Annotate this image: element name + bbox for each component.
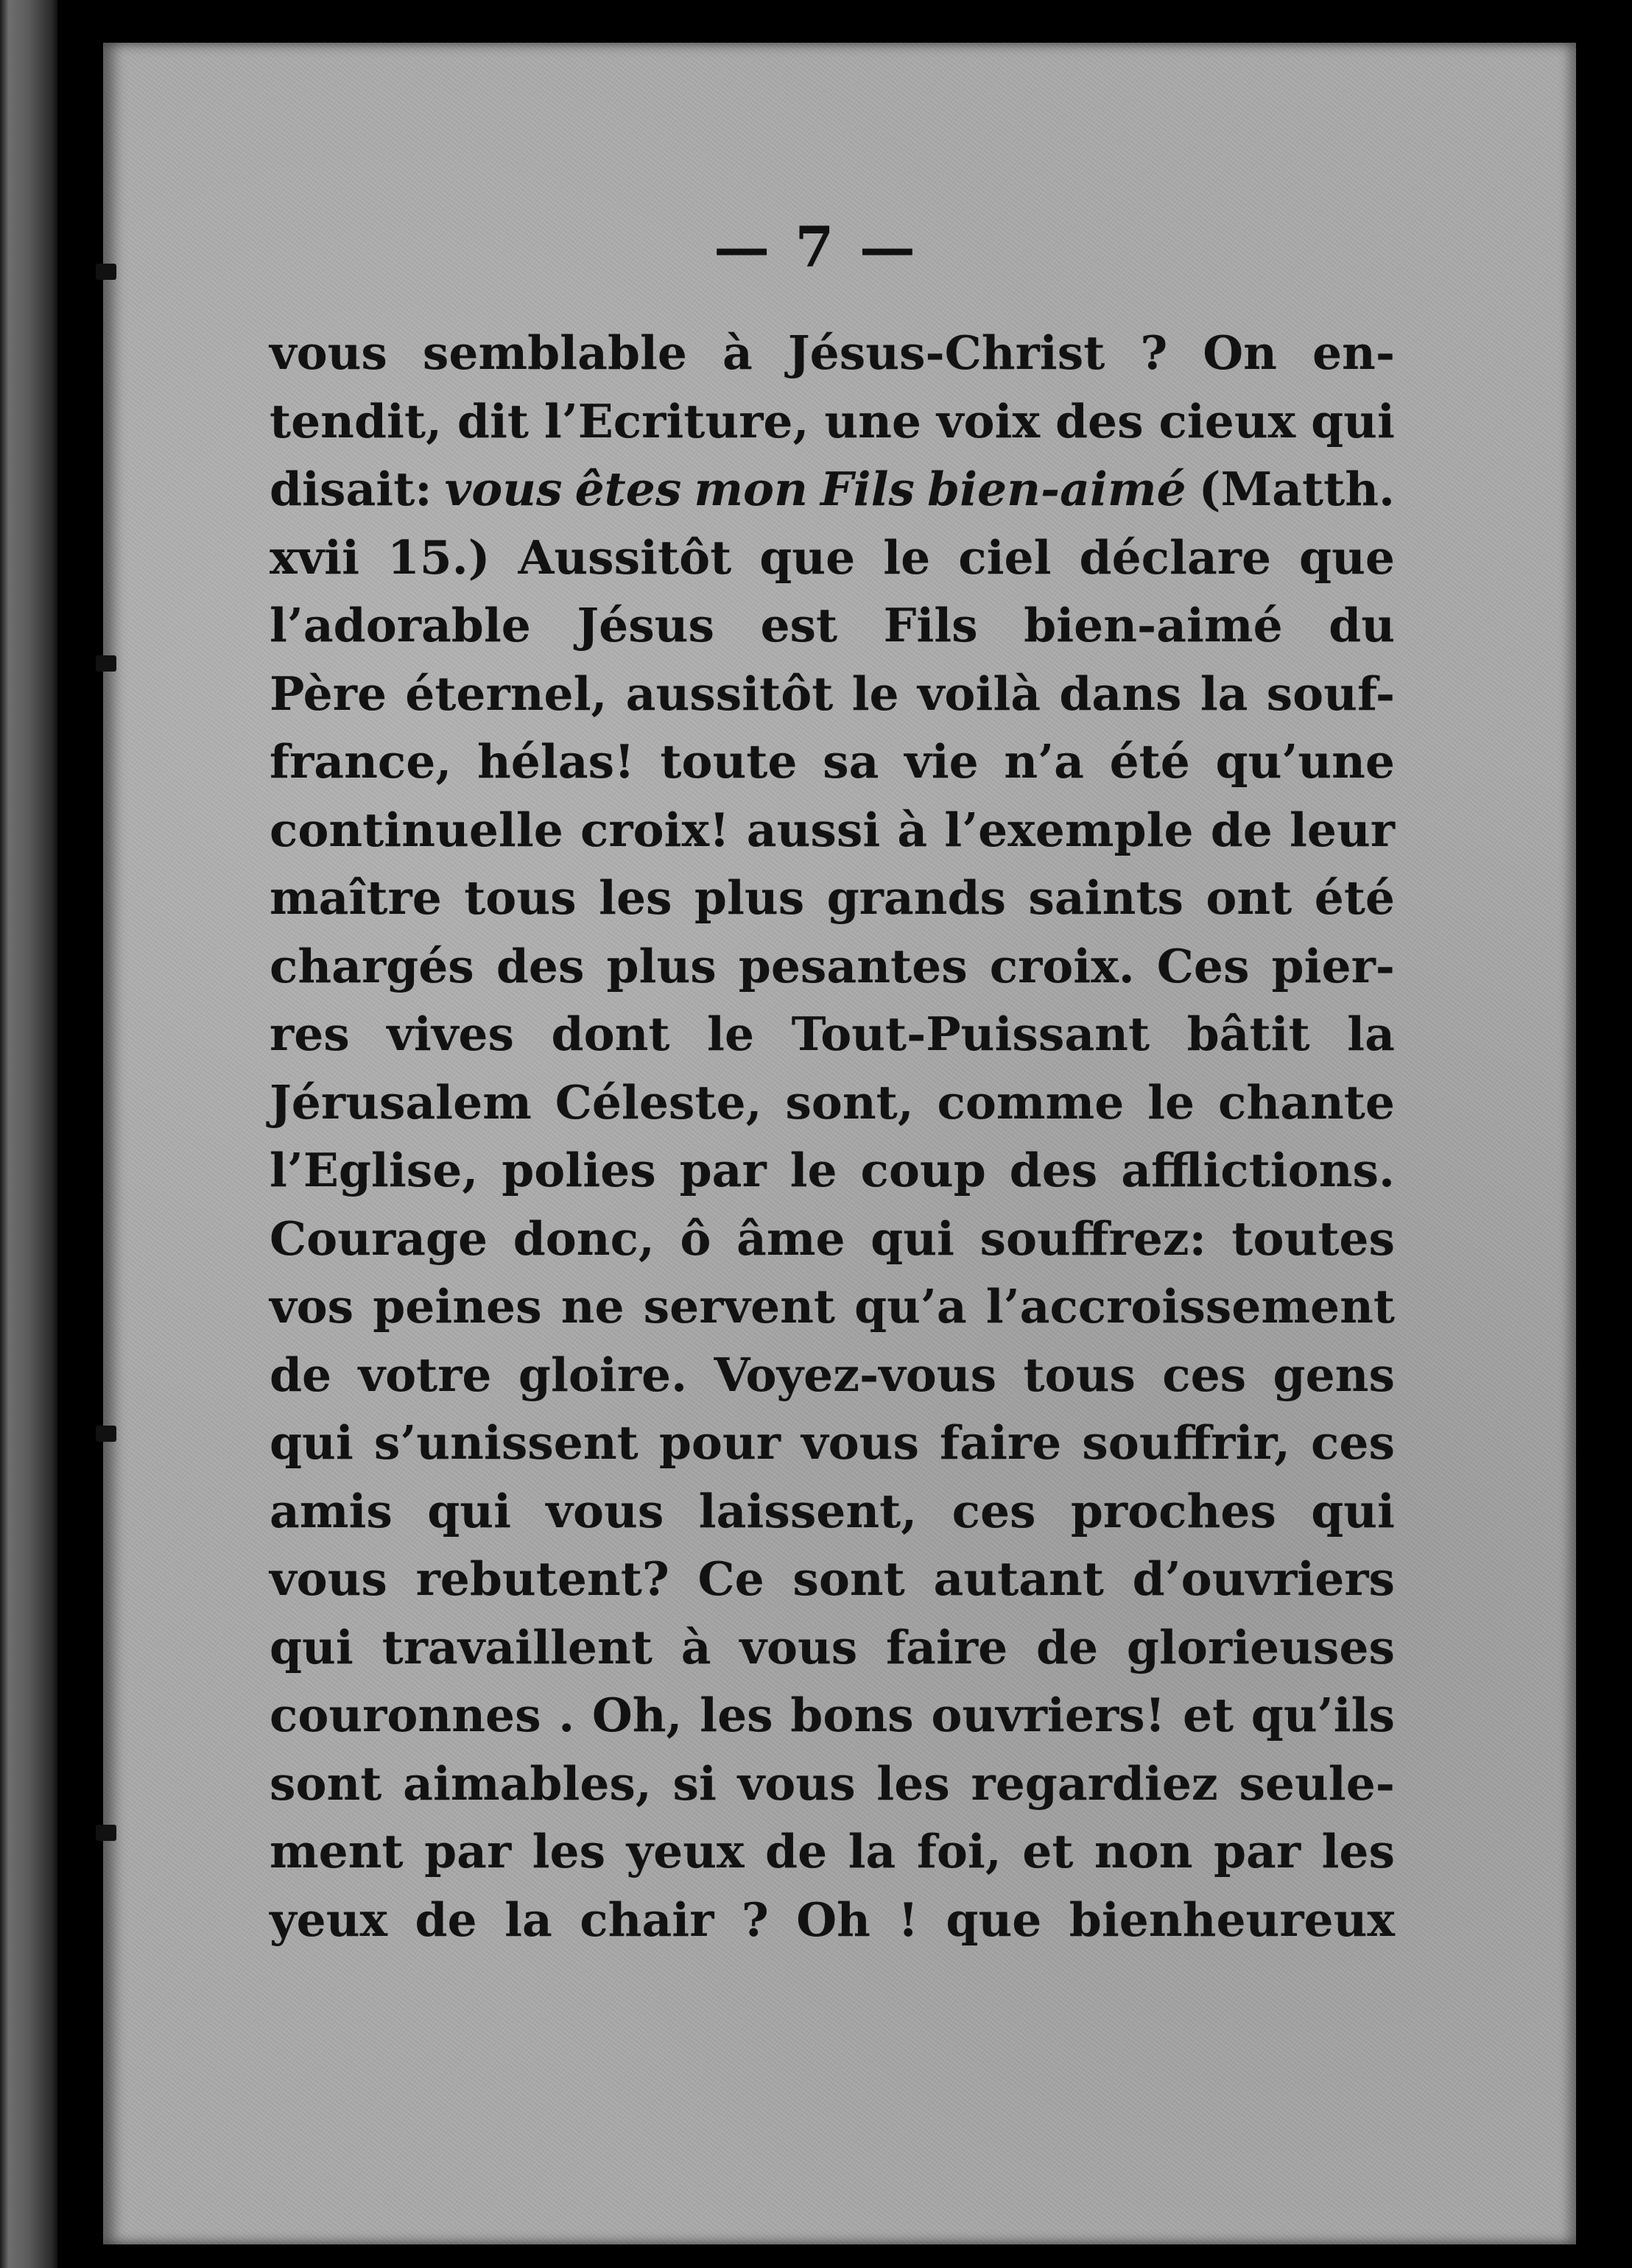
word: dont xyxy=(551,1007,670,1061)
word: Jésus xyxy=(577,598,714,652)
word: travaillent xyxy=(381,1619,653,1674)
word: non xyxy=(1094,1824,1193,1878)
word: le xyxy=(851,666,899,721)
word: croix! xyxy=(580,802,730,857)
word: hélas! xyxy=(476,734,635,789)
word: d’ouvriers xyxy=(1132,1552,1395,1606)
word: en- xyxy=(1312,325,1395,380)
word: que xyxy=(946,1892,1042,1947)
word: vous xyxy=(270,1552,387,1606)
word: de xyxy=(1210,802,1273,857)
word: chante xyxy=(1217,1074,1395,1130)
text-line xyxy=(270,1688,1395,1756)
word: leur xyxy=(1289,802,1395,857)
word: de xyxy=(1035,1619,1099,1674)
text-line xyxy=(270,666,1395,735)
word: des xyxy=(496,938,585,993)
word: par xyxy=(424,1824,512,1878)
word: Ce xyxy=(697,1552,764,1606)
body-text xyxy=(270,325,1395,1960)
word: toutes xyxy=(1231,1211,1395,1266)
word: qui xyxy=(1311,1483,1395,1538)
word: vous xyxy=(546,1483,664,1538)
word: qu’a xyxy=(854,1279,967,1334)
text-line xyxy=(270,1279,1395,1348)
text-line xyxy=(270,598,1395,666)
word: sont xyxy=(792,1552,905,1606)
word: les xyxy=(599,870,672,925)
word: la xyxy=(1200,666,1248,721)
word: n’a xyxy=(1004,734,1084,789)
word: regardiez xyxy=(971,1755,1218,1811)
word: souffrir, xyxy=(1082,1415,1290,1470)
text-line xyxy=(270,1824,1395,1892)
word: ciel xyxy=(958,529,1052,585)
word: vous xyxy=(737,1755,856,1811)
word: par xyxy=(679,1143,767,1197)
word: Oh, xyxy=(591,1688,683,1742)
word: si xyxy=(672,1755,717,1811)
word: foi, xyxy=(916,1824,1002,1878)
word: chair xyxy=(580,1892,714,1947)
word: Courage xyxy=(270,1211,488,1266)
word: dit xyxy=(457,393,530,448)
word: xvii xyxy=(270,529,360,585)
word: ne xyxy=(560,1279,625,1334)
word: polies xyxy=(502,1143,656,1197)
word: ? xyxy=(741,1892,769,1947)
word: êtes xyxy=(574,462,682,516)
word: âme xyxy=(736,1211,845,1266)
word: semblable xyxy=(422,325,688,380)
word: couronnes xyxy=(270,1688,541,1742)
word: pesantes xyxy=(738,938,968,993)
word: qui xyxy=(1311,393,1395,448)
word: 15.) xyxy=(387,529,490,585)
word: été xyxy=(1109,734,1190,789)
word: qu’une xyxy=(1215,734,1395,789)
word: tous xyxy=(464,870,577,925)
text-line xyxy=(270,1007,1395,1075)
word: ouvriers! xyxy=(931,1688,1166,1742)
word: On xyxy=(1203,325,1277,380)
word: grands xyxy=(826,870,1006,925)
word: servent xyxy=(643,1279,835,1334)
text-line xyxy=(270,939,1395,1007)
word: rebutent? xyxy=(415,1552,669,1606)
text-line xyxy=(270,1415,1395,1484)
word: ment xyxy=(270,1824,404,1878)
word: (Matth. xyxy=(1198,462,1395,516)
word: de xyxy=(415,1892,477,1947)
text-line xyxy=(270,734,1395,803)
word: ont xyxy=(1206,870,1292,925)
word: à xyxy=(722,325,753,380)
word: qu’ils xyxy=(1251,1688,1395,1742)
word: le xyxy=(707,1007,755,1061)
word: qui xyxy=(870,1211,954,1266)
word: afflictions. xyxy=(1121,1143,1395,1197)
word: voilà xyxy=(917,666,1041,721)
word: autant xyxy=(933,1552,1104,1606)
word: aimables, xyxy=(403,1755,652,1811)
text-line xyxy=(270,530,1395,599)
word: éternel, xyxy=(405,666,608,721)
word: vives xyxy=(387,1007,514,1061)
word: les xyxy=(700,1688,773,1742)
text-line xyxy=(270,1892,1395,1961)
page-number: — 7 — xyxy=(714,214,918,280)
word: bien-aimé xyxy=(927,462,1186,516)
word: Ces xyxy=(1156,938,1250,993)
word: gens xyxy=(1273,1347,1395,1402)
word: . xyxy=(558,1688,575,1742)
word: bâtit xyxy=(1186,1007,1310,1061)
text-line xyxy=(270,1756,1395,1825)
word: tous xyxy=(1023,1347,1136,1402)
word: disait: xyxy=(270,462,432,516)
word: qui xyxy=(427,1483,512,1538)
word: de xyxy=(270,1347,332,1402)
word: donc, xyxy=(513,1211,655,1266)
word: par xyxy=(1213,1824,1301,1878)
word: faire xyxy=(940,1415,1062,1470)
word: ? xyxy=(1140,325,1168,380)
word: à xyxy=(897,802,928,857)
word: de xyxy=(765,1824,828,1878)
word: l’exemple xyxy=(944,802,1194,857)
word: le xyxy=(789,1143,837,1197)
word: Céleste, xyxy=(555,1074,762,1130)
word: res xyxy=(270,1007,350,1061)
text-line xyxy=(270,1484,1395,1552)
word: souffrez: xyxy=(979,1211,1206,1266)
word: continuelle xyxy=(270,802,563,857)
word: les xyxy=(1321,1824,1395,1878)
word: bienheureux xyxy=(1069,1892,1395,1947)
word: Jésus-Christ xyxy=(787,325,1105,380)
word: yeux xyxy=(626,1824,745,1878)
word: pour xyxy=(658,1415,781,1470)
word: que xyxy=(759,529,856,585)
word: déclare xyxy=(1079,529,1272,585)
word: vous xyxy=(444,462,563,516)
word: vous xyxy=(739,1619,858,1674)
word: l’adorable xyxy=(270,598,531,652)
word: que xyxy=(1299,529,1395,585)
text-line xyxy=(270,1211,1395,1280)
word: s’unissent xyxy=(373,1415,639,1470)
word: laissent, xyxy=(698,1483,918,1538)
word: qui xyxy=(270,1415,354,1470)
word: ces xyxy=(1162,1347,1247,1402)
word: Fils xyxy=(820,462,915,516)
word: croix. xyxy=(989,938,1135,993)
word: Fils xyxy=(883,598,978,652)
word: la xyxy=(504,1892,552,1947)
word: à xyxy=(680,1619,711,1674)
scan-left-edge xyxy=(0,0,57,2268)
word: vie xyxy=(904,734,979,789)
text-line xyxy=(270,803,1395,871)
word: amis xyxy=(270,1483,393,1538)
word: plus xyxy=(606,938,717,993)
word: aussitôt xyxy=(625,666,834,721)
text-line xyxy=(270,1143,1395,1211)
word: glorieuses xyxy=(1126,1619,1395,1674)
word: ! xyxy=(898,1892,918,1947)
binding-mark xyxy=(96,1825,116,1841)
text-line xyxy=(270,1075,1395,1144)
word: vous xyxy=(801,1415,919,1470)
word: sont, xyxy=(785,1074,914,1130)
word: des xyxy=(1055,393,1144,448)
word: la xyxy=(1347,1007,1395,1061)
word: ces xyxy=(952,1483,1036,1538)
text-line xyxy=(270,870,1395,939)
word: Voyez-vous xyxy=(714,1347,997,1402)
word: peines xyxy=(373,1279,542,1334)
word: pier- xyxy=(1271,938,1395,993)
word: aussi xyxy=(746,802,881,857)
binding-mark xyxy=(96,1426,116,1442)
word: une xyxy=(824,393,922,448)
word: le xyxy=(1147,1074,1195,1130)
word: seule- xyxy=(1239,1755,1395,1811)
text-line xyxy=(270,462,1395,530)
word: plus xyxy=(694,870,805,925)
text-line xyxy=(270,1348,1395,1416)
text-line xyxy=(270,1552,1395,1620)
text-line xyxy=(270,1620,1395,1688)
text-line xyxy=(270,325,1395,394)
word: la xyxy=(848,1824,896,1878)
word: et xyxy=(1182,1688,1234,1742)
word: l’Ecriture, xyxy=(544,393,809,448)
word: cieux xyxy=(1158,393,1296,448)
word: souf- xyxy=(1266,666,1395,721)
word: votre xyxy=(358,1347,492,1402)
word: coup xyxy=(860,1143,986,1197)
word: les xyxy=(876,1755,950,1811)
word: faire xyxy=(886,1619,1008,1674)
word: voix xyxy=(936,393,1041,448)
word: Aussitôt xyxy=(518,529,732,585)
word: france, xyxy=(270,734,452,789)
word: des xyxy=(1009,1143,1098,1197)
word: sont xyxy=(270,1755,382,1811)
word: maître xyxy=(270,870,442,925)
word: Tout-Puissant xyxy=(791,1007,1150,1061)
word: saints xyxy=(1028,870,1183,925)
word: les xyxy=(532,1824,606,1878)
word: Père xyxy=(270,666,387,721)
word: Jérusalem xyxy=(270,1074,532,1130)
word: et xyxy=(1022,1824,1074,1878)
word: est xyxy=(760,598,838,652)
word: été xyxy=(1314,870,1395,925)
word: bien-aimé xyxy=(1024,598,1283,652)
word: dans xyxy=(1059,666,1182,721)
word: bons xyxy=(790,1688,914,1742)
word: proches xyxy=(1070,1483,1276,1538)
word: mon xyxy=(694,462,808,516)
word: l’Eglise, xyxy=(270,1143,479,1197)
word: ces xyxy=(1311,1415,1395,1470)
word: vos xyxy=(270,1279,354,1334)
word: tendit, xyxy=(270,393,443,448)
word: chargés xyxy=(270,938,474,993)
text-line xyxy=(270,394,1395,462)
word: ô xyxy=(680,1211,711,1266)
word: du xyxy=(1329,598,1395,652)
word: gloire. xyxy=(518,1347,688,1402)
word: le xyxy=(883,529,931,585)
word: qui xyxy=(270,1619,354,1674)
word: Oh xyxy=(796,1892,870,1947)
word: l’accroissement xyxy=(985,1279,1395,1334)
word: comme xyxy=(937,1074,1125,1130)
binding-mark xyxy=(96,655,116,672)
word: vous xyxy=(270,325,387,380)
word: sa xyxy=(823,734,879,789)
word: toute xyxy=(660,734,798,789)
word: yeux xyxy=(270,1892,388,1947)
